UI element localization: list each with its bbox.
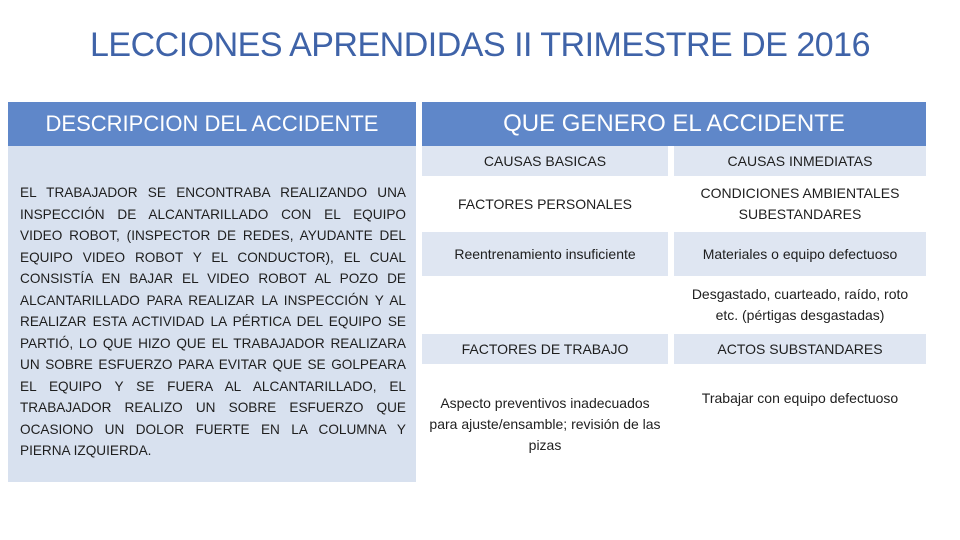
cell-trabajar-equipo: Trabajar con equipo defectuoso xyxy=(674,366,926,482)
cell-empty xyxy=(422,278,668,332)
cell-factores-trabajo: FACTORES DE TRABAJO xyxy=(422,334,668,364)
accident-description: EL TRABAJADOR SE ENCONTRABA REALIZANDO UNA INSPECCIÓN DE ALCANTARILLADO CON EL EQUIPO VIDEO ROBOT, (INSPECTOR DE REDES, AYUDANTE DEL EQUIPO VIDEO ROBOT Y EL CONDUCTOR), EL CUAL CONSISTÍA EN BAJAR EL VIDEO ROBOT AL POZO DE ALCANTARILLADO PARA REALIZAR LA INSPECCIÓN Y AL REALIZAR ESTA ACTIVIDAD LA PÉRTICA DEL EQUIPO SE PARTIÓ, LO QUE HIZO QUE EL TRABAJADOR REALIZARA UN SOBRE ESFUERZO PARA EVITAR QUE SE GOLPEARA EL EQUIPO Y SE FUERA AL ALCANTARILLADO, EL TRABAJADOR REALIZO UN SOBRE ESFUERZO QUE OCASIONO UN DOLOR FUERTE EN LA COLUMNA Y PIERNA IZQUIERDA. xyxy=(8,178,416,482)
description-header-band xyxy=(8,146,416,178)
cell-aspecto-preventivos: Aspecto preventivos inadecuados para ajuste/ensamble; revisión de las pizas xyxy=(422,366,668,482)
cell-factores-personales: FACTORES PERSONALES xyxy=(422,178,668,230)
col-header-causas-inmediatas: CAUSAS INMEDIATAS xyxy=(674,146,926,176)
cell-reentrenamiento: Reentrenamiento insuficiente xyxy=(422,232,668,276)
col-header-causas-basicas: CAUSAS BASICAS xyxy=(422,146,668,176)
description-header: DESCRIPCION DEL ACCIDENTE xyxy=(8,102,416,146)
causes-header: QUE GENERO EL ACCIDENTE xyxy=(422,102,926,146)
cell-actos-substandares: ACTOS SUBSTANDARES xyxy=(674,334,926,364)
page-title: LECCIONES APRENDIDAS II TRIMESTRE DE 2016 xyxy=(90,26,870,64)
cell-materiales-defectuoso: Materiales o equipo defectuoso xyxy=(674,232,926,276)
cell-desgastado: Desgastado, cuarteado, raído, roto etc. (pértigas desgastadas) xyxy=(674,278,926,332)
cell-condiciones-ambientales: CONDICIONES AMBIENTALES SUBESTANDARES xyxy=(674,178,926,230)
